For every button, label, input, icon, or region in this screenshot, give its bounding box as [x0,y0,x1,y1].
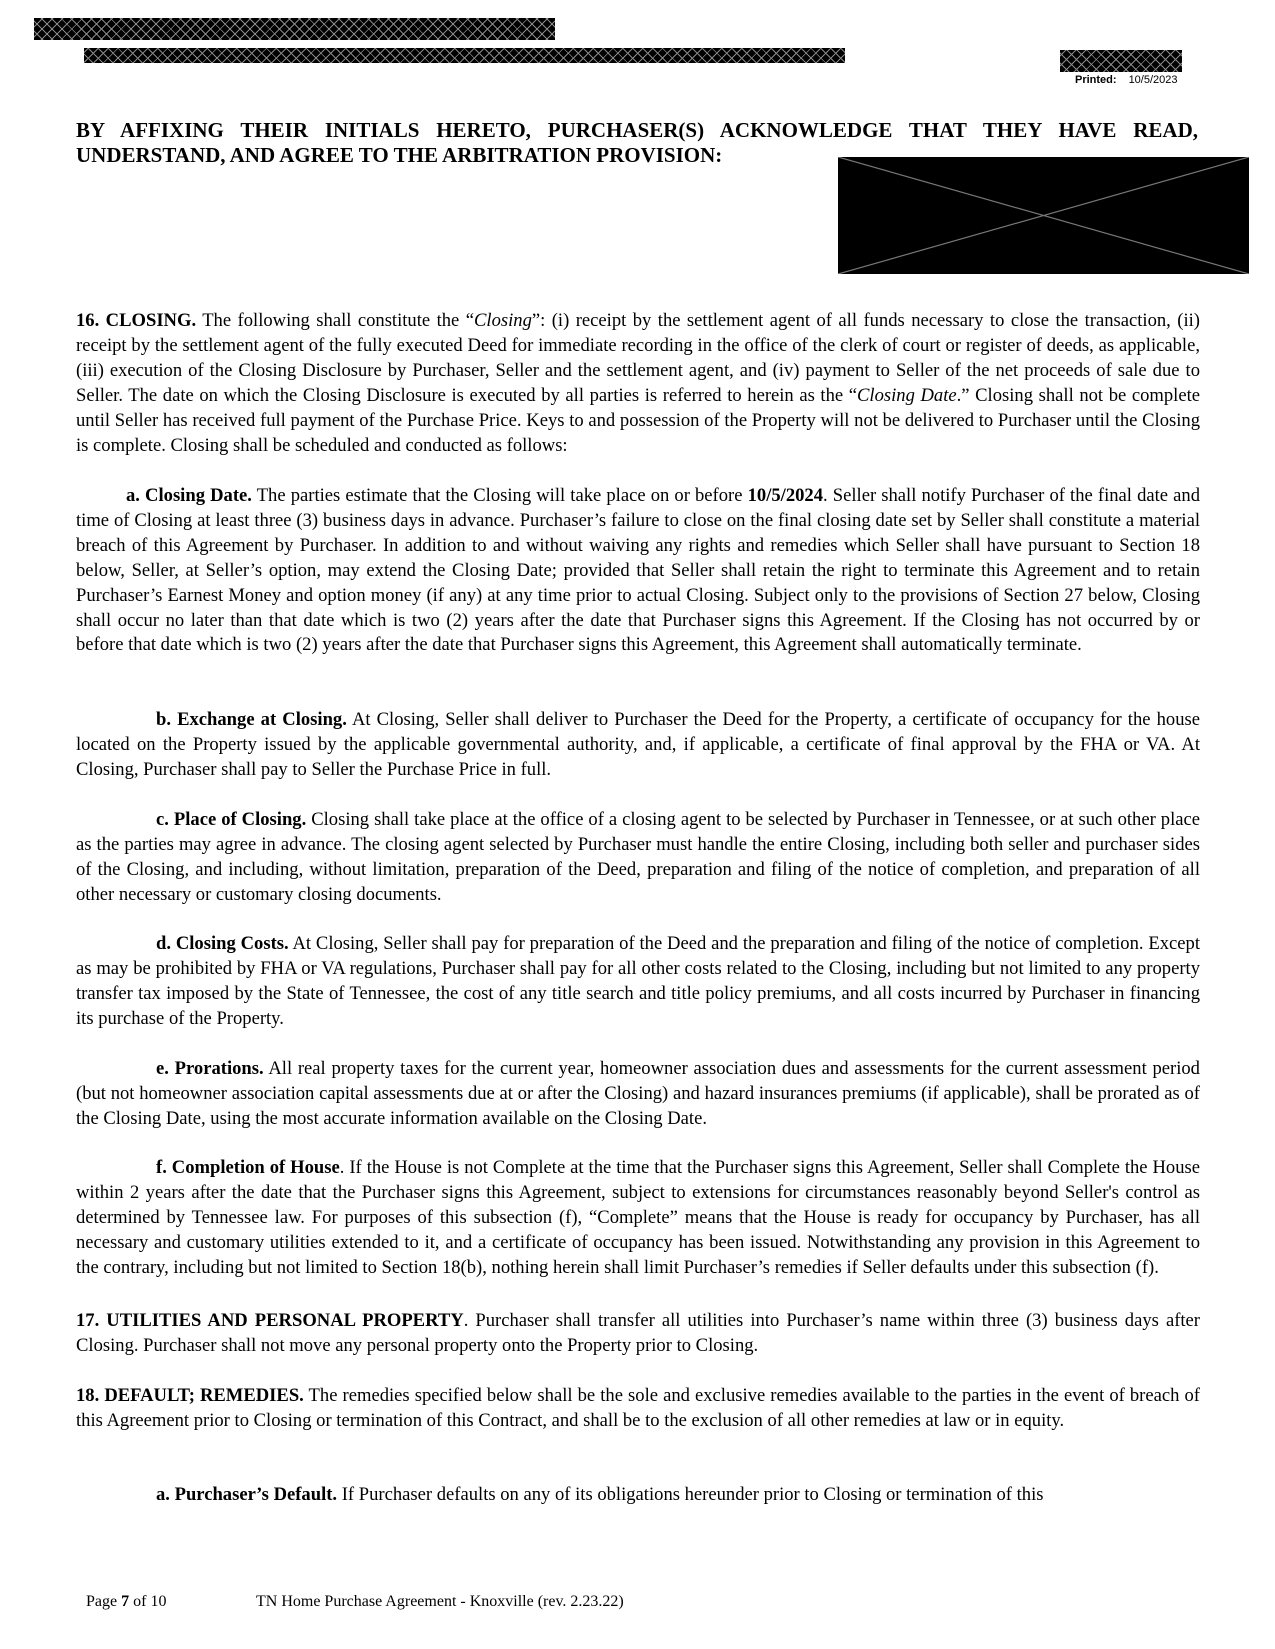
redacted-header-line-1 [34,18,555,40]
redacted-header-line-2 [84,48,845,63]
section-17-utilities: 17. UTILITIES AND PERSONAL PROPERTY. Purchaser shall transfer all utilities into Purchaser’s name within three (3) business days after Closing. Purchaser shall not move any personal property onto the Property prior to Closing. [76,1310,1200,1356]
section-16d-costs: d. Closing Costs. At Closing, Seller shall pay for preparation of the Deed and the preparation and filing of the notice of completion. Except as may be prohibited by FHA or VA regulations, Purchaser shall pay for all other costs related to the Closing, including but not limited to any property transfer tax imposed by the State of Tennessee, the cost of any title search and title policy premiums, and all costs incurred by Purchaser in financing its purchase of the Property. [76,933,1200,1029]
section-16b-exchange: b. Exchange at Closing. At Closing, Seller shall deliver to Purchaser the Deed for the Property, a certificate of occupancy for the house located on the Property issued by the applicable governmental authority, and, if applicable, a certificate of final approval by the FHA or VA. At Closing, Purchaser shall pay to Seller the Purchase Price in full. [76,709,1200,780]
subsection-heading: c. Place of Closing. [156,809,307,830]
subsection-heading: b. Exchange at Closing. [156,709,347,730]
section-16-closing: 16. CLOSING. The following shall constitute the “Closing”: (i) receipt by the settlement agent of all funds necessary to close the transaction, (ii) receipt by the settlement agent of the fully executed Deed for immediate recording in the office of the clerk of court or register of deeds, as applicable, (iii) execution of the Closing Disclosure by Purchaser, Seller and the settlement agent, and (iv) payment to Seller of the net proceeds of sale due to Seller. The date on which the Closing Disclosure is executed by all parties is referred to herein as the “Closing Date.” Closing shall not be complete until Seller has received full payment of the Purchase Price. Keys to and possession of the Property will not be delivered to Purchaser until the Closing is complete. Closing shall be scheduled and conducted as follows: [76,310,1201,456]
section-18a-purchaser-default: a. Purchaser’s Default. If Purchaser defaults on any of its obligations hereunder prior to Closing or termination of this [156,1484,1044,1505]
subsection-heading: d. Closing Costs. [156,933,289,954]
subsection-heading: f. Completion of House [156,1157,340,1178]
section-18-default: 18. DEFAULT; REMEDIES. The remedies specified below shall be the sole and exclusive remedies available to the parties in the event of breach of this Agreement prior to Closing or termination of this Contract, and shall be to the exclusion of all other remedies at law or in equity. [76,1385,1200,1431]
redacted-initials-box [838,157,1249,274]
subsection-heading: e. Prorations. [156,1058,264,1079]
section-heading: 18. DEFAULT; REMEDIES. [76,1385,304,1406]
section-16e-prorations: e. Prorations. All real property taxes for the current year, homeowner association dues and assessments for the current assessment period (but not homeowner association capital assessments due at or after the Closing) and hazard insurances premiums (if applicable), shall be prorated as of the Closing Date, using the most accurate information available on the Closing Date. [76,1058,1200,1129]
redacted-header-badge [1060,50,1182,72]
section-16f-completion: f. Completion of House. If the House is not Complete at the time that the Purchaser signs this Agreement, Seller shall Complete the House within 2 years after the date that the Purchaser signs this Agreement, subject to extensions for circumstances reasonably beyond Seller's control as determined by Tennessee law. For purposes of this subsection (f), “Complete” means that the House is ready for occupancy by Purchaser, has all necessary and customary utilities extended to it, and a certificate of occupancy has been issued. Notwithstanding any provision in this Agreement to the contrary, including but not limited to Section 18(b), nothing herein shall limit Purchaser’s remedies if Seller defaults under this subsection (f). [76,1157,1200,1278]
printed-label: Printed: [1075,74,1117,86]
section-16c-place: c. Place of Closing. Closing shall take place at the office of a closing agent to be selected by Purchaser in Tennessee, or at such other place as the parties may agree in advance. The closing agent selected by Purchaser must handle the entire Closing, including both seller and purchaser sides of the Closing, and including, without limitation, preparation of the Deed, preparation and filing of the notice of completion, and preparation of all other necessary or customary closing documents. [76,809,1200,905]
section-heading: 16. CLOSING. [76,310,197,331]
subsection-heading: a. Closing Date. [126,485,252,506]
defined-term: Closing Date [857,384,957,406]
page-number: Page 7 of 10 [86,1593,167,1610]
printed-date-value: 10/5/2023 [1128,74,1178,86]
document-title: TN Home Purchase Agreement - Knoxville (rev. 2.23.22) [256,1593,624,1610]
arbitration-acknowledgment: BY AFFIXING THEIR INITIALS HERETO, PURCHASER(S) ACKNOWLEDGE THAT THEY HAVE READ, UNDERSTAND, AND AGREE TO THE ARBITRATION PROVISION: [76,118,1198,167]
page-number-value: 7 [121,1593,130,1610]
section-16a-closing-date: a. Closing Date. The parties estimate that the Closing will take place on or before 10/5/2024. Seller shall notify Purchaser of the final date and time of Closing at least three (3) business days in advance. Purchaser’s failure to close on the final closing date set by Seller shall constitute a material breach of this Agreement by Purchaser. In addition to and without waiving any rights and remedies which Seller shall have pursuant to Section 18 below, Seller, at Seller’s option, may extend the Closing Date; provided that Seller shall retain the right to terminate this Agreement and to retain Purchaser’s Earnest Money and option money (if any) at any time prior to actual Closing. Subject only to the provisions of Section 27 below, Closing shall occur no later than that date which is two (2) years after the date that Purchaser signs this Agreement. If the Closing has not occurred by or before that date which is two (2) years after the date that Purchaser signs this Agreement, this Agreement shall automatically terminate. [76,485,1200,656]
closing-date-value: 10/5/2024 [747,485,824,506]
printed-date [1075,74,1178,86]
defined-term: Closing [474,310,532,331]
subsection-heading: a. Purchaser’s Default. [156,1484,338,1505]
section-heading: 17. UTILITIES AND PERSONAL PROPERTY [76,1310,464,1331]
